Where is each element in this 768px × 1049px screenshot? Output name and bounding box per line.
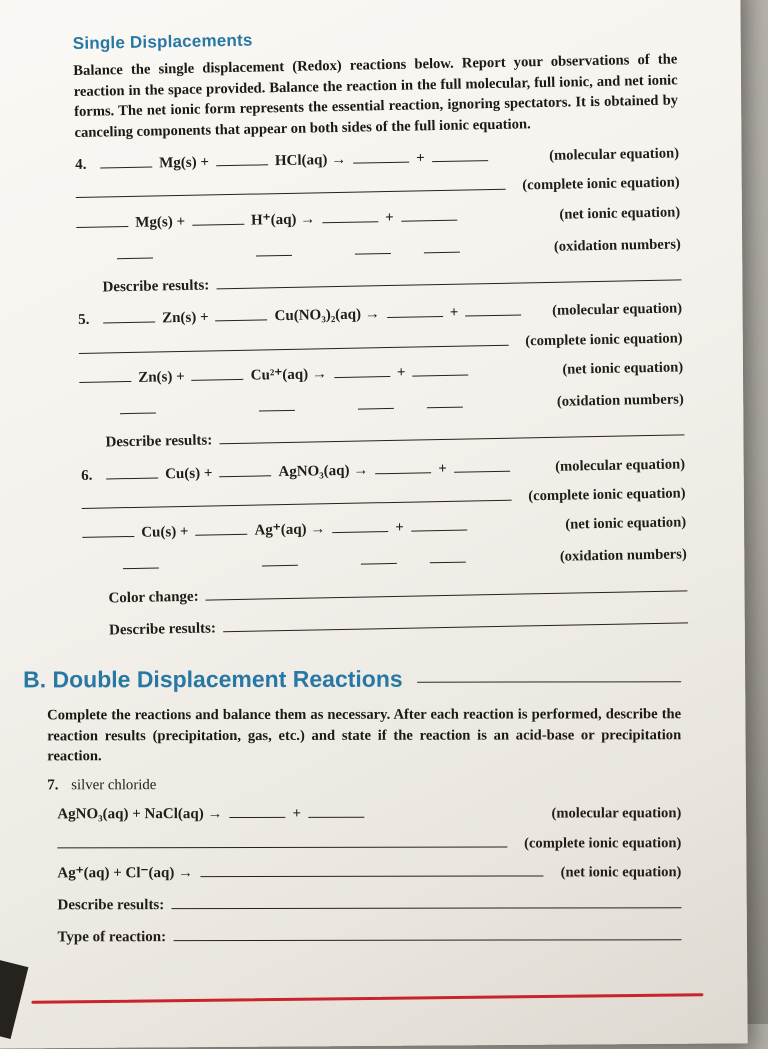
coefficient-blank: [219, 461, 271, 477]
oxidation-numbers-row: [83, 543, 687, 575]
coefficient-blank: [76, 211, 128, 227]
coefficient-blank: [216, 150, 268, 166]
describe-results-label: Describe results:: [102, 277, 210, 296]
oxidation-blank: [259, 396, 295, 412]
complete-ionic-label: (complete ionic equation): [528, 485, 686, 505]
net-ionic-row: [57, 861, 681, 882]
product-blank: [353, 147, 409, 163]
oxidation-numbers-label: (oxidation numbers): [553, 236, 681, 255]
product-blank: [375, 458, 431, 474]
product-blank: [334, 362, 390, 378]
net-term: H⁺(aq) →: [250, 211, 316, 229]
coefficient-blank: [79, 367, 131, 383]
describe-results-blank: [219, 420, 684, 444]
type-of-reaction-label: Type of reaction:: [57, 929, 167, 946]
coefficient-blank: [192, 364, 244, 380]
molecular-equation-label: (molecular equation): [555, 455, 686, 475]
net-term: Cu²⁺(aq) →: [250, 366, 328, 384]
oxidation-blank: [256, 240, 292, 256]
molecular-left-side: AgNO₃(aq) + NaCl(aq) →: [57, 806, 223, 823]
molecular-equation-label: (molecular equation): [551, 805, 682, 822]
reactant-term: Zn(s) +: [161, 309, 209, 327]
color-change-blank: [205, 576, 687, 600]
plus-sign: +: [415, 150, 425, 167]
product-blank: [412, 360, 468, 376]
section-single-displacements: [73, 22, 689, 639]
net-term: Ag⁺(aq) →: [254, 521, 326, 539]
complete-ionic-row: [81, 482, 685, 514]
oxidation-blank: [361, 549, 397, 565]
reactant-term: Cu(NO₃)₂(aq) →: [274, 306, 380, 325]
net-ionic-blank: [200, 861, 544, 877]
plus-sign: +: [385, 209, 394, 226]
describe-results-blank: [223, 608, 688, 632]
complete-ionic-blank: [78, 330, 508, 353]
section-b-heading-row: [23, 665, 681, 693]
problem-7: [57, 802, 681, 946]
complete-ionic-label: (complete ionic equation): [525, 330, 683, 350]
complete-ionic-blank: [76, 175, 506, 198]
section-double-displacement: [23, 665, 681, 947]
molecular-equation-row: [81, 453, 685, 485]
oxidation-blank: [123, 554, 159, 570]
describe-results-row: [77, 265, 681, 297]
describe-results-label: Describe results:: [108, 620, 217, 639]
problem-number: 5.: [77, 312, 90, 329]
oxidation-blank: [120, 398, 156, 414]
molecular-equation-row: [75, 142, 679, 174]
net-ionic-label: (net ionic equation): [562, 359, 684, 378]
oxidation-blank: [355, 239, 391, 255]
reactant-term: HCl(aq) →: [274, 151, 347, 170]
plus-sign: +: [292, 806, 302, 823]
section-b-intro: Complete the reactions and balance them as necessary. After each reaction is performed, describe the reaction results (precipitation, gas, etc.) and state if the reaction is an acid-base or precipitation reaction.: [47, 706, 682, 765]
problem-6: [81, 453, 688, 640]
product-blank: [411, 515, 467, 531]
problem-number: 6.: [80, 467, 93, 484]
product-blank: [229, 803, 285, 818]
describe-results-row: [80, 420, 684, 452]
net-left-side: Ag⁺(aq) + Cl⁻(aq) →: [57, 864, 194, 882]
problem-7-title-row: [47, 776, 681, 794]
complete-ionic-row: [76, 172, 680, 204]
type-of-reaction-row: [58, 925, 682, 946]
describe-results-row: [84, 608, 688, 640]
net-ionic-label: (net ionic equation): [565, 514, 687, 533]
plus-sign: +: [396, 364, 406, 381]
section-b-body: [47, 704, 681, 947]
problem-number: 4.: [75, 156, 87, 174]
reactant-term: Cu(s) +: [164, 465, 213, 482]
coefficient-blank: [106, 463, 158, 479]
net-ionic-label: (net ionic equation): [559, 204, 681, 223]
section-a-title: Single Displacements: [72, 30, 253, 54]
product-blank: [332, 517, 388, 533]
net-ionic-row: [79, 356, 683, 388]
reactant-term: Mg(s) +: [158, 154, 210, 172]
color-change-label: Color change:: [108, 588, 199, 607]
problem-number: 7.: [47, 777, 59, 794]
type-of-reaction-blank: [173, 925, 681, 941]
net-ionic-row: [82, 511, 686, 543]
section-b-title: B. Double Displacement Reactions: [23, 665, 403, 693]
molecular-equation-label: (molecular equation): [549, 145, 680, 165]
problem-4: [75, 142, 682, 297]
product-blank: [401, 205, 457, 221]
net-term: Cu(s) +: [141, 524, 189, 541]
complete-ionic-label: (complete ionic equation): [522, 174, 680, 194]
complete-ionic-label: (complete ionic equation): [524, 834, 682, 852]
product-blank: [465, 301, 521, 317]
coefficient-blank: [195, 520, 247, 536]
oxidation-blank: [427, 392, 463, 408]
oxidation-numbers-row: [80, 388, 684, 420]
describe-results-label: Describe results:: [105, 432, 213, 451]
reactant-term: AgNO₃(aq) →: [278, 462, 369, 480]
product-blank: [431, 146, 487, 162]
complete-ionic-row: [57, 832, 681, 853]
problem-5: [78, 298, 685, 453]
net-term: Mg(s) +: [135, 213, 186, 231]
product-blank: [322, 207, 378, 223]
complete-ionic-row: [78, 327, 682, 359]
coefficient-blank: [215, 305, 267, 321]
molecular-equation-row: [78, 298, 682, 330]
oxidation-blank: [262, 551, 298, 567]
coefficient-blank: [103, 308, 155, 324]
describe-results-blank: [171, 893, 681, 909]
complete-ionic-blank: [57, 832, 507, 848]
molecular-equation-row: [57, 802, 681, 823]
coefficient-blank: [192, 209, 244, 225]
red-margin-line: [31, 993, 703, 1004]
coefficient-blank: [82, 522, 134, 538]
oxidation-numbers-label: (oxidation numbers): [559, 546, 687, 566]
net-ionic-label: (net ionic equation): [560, 864, 682, 881]
oxidation-numbers-row: [77, 233, 681, 265]
oxidation-blank: [424, 237, 460, 253]
product-blank: [454, 456, 510, 472]
describe-results-label: Describe results:: [57, 897, 165, 914]
problem-name: silver chloride: [71, 777, 157, 794]
coefficient-blank: [100, 152, 152, 168]
plus-sign: +: [395, 519, 405, 537]
complete-ionic-blank: [81, 485, 511, 508]
plus-sign: +: [449, 305, 459, 322]
net-ionic-row: [76, 201, 680, 233]
heading-rule-line: [417, 681, 681, 682]
product-blank: [387, 302, 443, 318]
describe-results-blank: [216, 265, 681, 289]
net-term: Zn(s) +: [138, 368, 185, 386]
oxidation-blank: [358, 394, 394, 410]
plus-sign: +: [438, 460, 448, 477]
oxidation-blank: [430, 548, 466, 564]
oxidation-blank: [117, 243, 153, 259]
product-blank: [308, 803, 364, 818]
molecular-equation-label: (molecular equation): [552, 300, 683, 320]
section-a-intro: Balance the single displacement (Redox) reactions below. Report your observations of the reaction in the space provided. Balance the reaction in the full molecular, full ionic, and net ionic forms. The net ionic form represents the essential reaction, ignoring spectators. It is obtained by canceling components that appear on both sides of the full ionic equation.: [73, 51, 679, 142]
describe-results-row: [57, 893, 681, 914]
oxidation-numbers-label: (oxidation numbers): [556, 391, 684, 410]
color-change-row: [83, 576, 687, 608]
